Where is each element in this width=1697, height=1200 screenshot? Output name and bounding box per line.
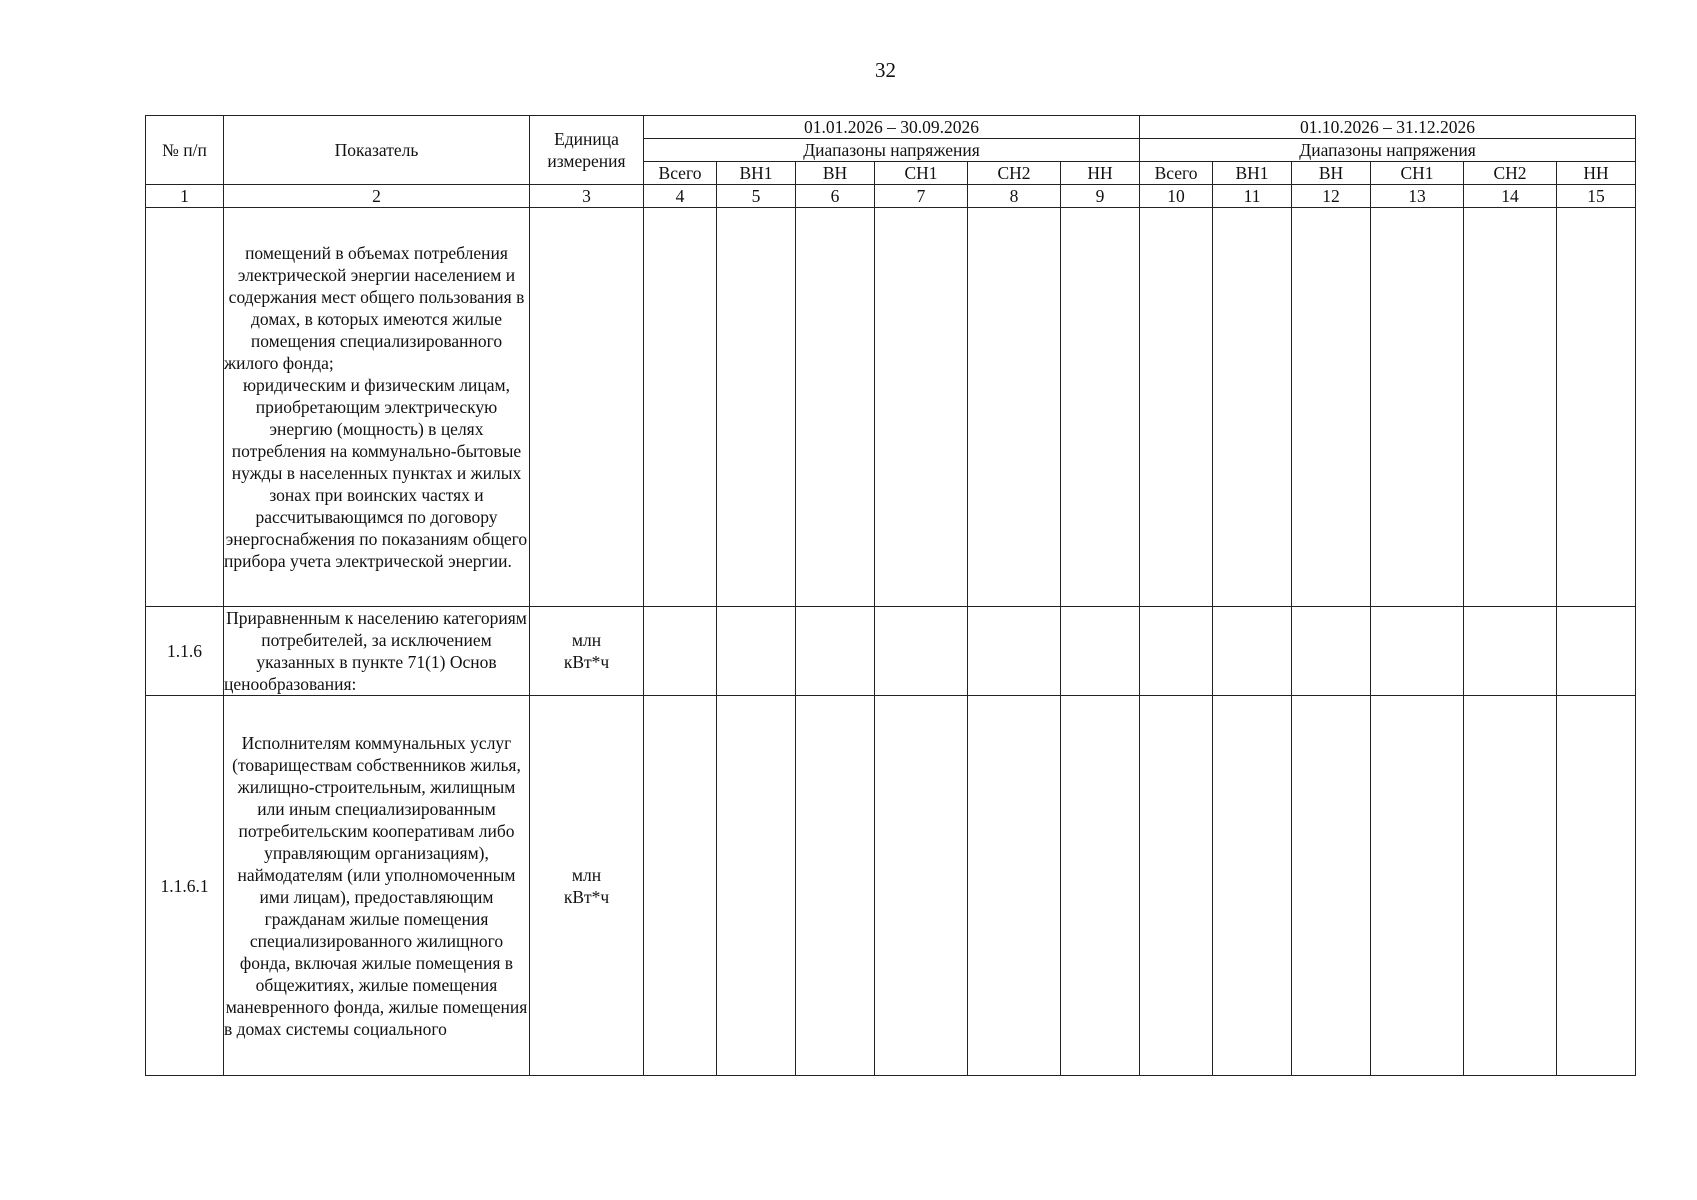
- header-range-vn: ВН: [1292, 162, 1371, 185]
- value-cell: [1371, 208, 1464, 607]
- value-cell: [644, 208, 717, 607]
- indicator-text: Исполнителям коммунальных услуг (товариществам собственников жилья, жилищно-строительным, жилищным или иным специализированным потребительским кооперативам либо управляющим организациям), наймодателям (или уполномоченным ими лицам), предоставляющим гражданам жилые помещения специализированного жилищного фонда, включая жилые помещения в общежитиях, жилые помещения маневренного фонда, жилые помещения в домах системы социального: [224, 732, 528, 1039]
- value-cell: [1292, 696, 1371, 1076]
- unit-cell: [530, 208, 644, 607]
- value-cell: [1213, 607, 1292, 696]
- header-period-2: 01.10.2026 – 31.12.2026: [1140, 116, 1636, 139]
- value-cell: [717, 607, 796, 696]
- tariff-table: [145, 115, 1636, 1076]
- value-cell: [1557, 607, 1636, 696]
- indicator-text: помещений в объемах потребления электрической энергии населением и содержания мест общего пользования в домах, в которых имеются жилые помещения специализированного жилого фонда;: [224, 243, 525, 373]
- page-number: 32: [875, 58, 896, 82]
- column-number: 4: [644, 185, 717, 208]
- value-cell: [1292, 208, 1371, 607]
- column-number: 15: [1557, 185, 1636, 208]
- row-number: 1.1.6.1: [146, 696, 224, 1076]
- value-cell: [1140, 696, 1213, 1076]
- value-cell: [717, 696, 796, 1076]
- unit-line1: млн: [571, 864, 602, 885]
- indicator-cell: [224, 696, 530, 1076]
- header-range-nn: НН: [1061, 162, 1140, 185]
- indicator-cell: [224, 607, 530, 696]
- column-number: 12: [1292, 185, 1371, 208]
- value-cell: [1061, 696, 1140, 1076]
- value-cell: [644, 607, 717, 696]
- column-number: 9: [1061, 185, 1140, 208]
- column-number-row: [146, 185, 1636, 208]
- header-col-unit: [530, 116, 644, 185]
- value-cell: [1464, 696, 1557, 1076]
- header-range-sn2: СН2: [1464, 162, 1557, 185]
- table-row: [146, 696, 1636, 1076]
- indicator-text: Приравненным к населению категориям потребителей, за исключением указанных в пункте 71(1) Основ ценообразования:: [224, 608, 527, 694]
- value-cell: [1140, 607, 1213, 696]
- column-number: 3: [530, 185, 644, 208]
- value-cell: [1464, 208, 1557, 607]
- column-number: 10: [1140, 185, 1213, 208]
- header-range-sn1: СН1: [875, 162, 968, 185]
- value-cell: [875, 696, 968, 1076]
- unit-cell: [530, 607, 644, 696]
- value-cell: [644, 696, 717, 1076]
- row-number: [146, 208, 224, 607]
- column-number: 7: [875, 185, 968, 208]
- value-cell: [1292, 607, 1371, 696]
- header-ranges-label-1: Диапазоны напряжения: [644, 139, 1140, 162]
- value-cell: [1557, 696, 1636, 1076]
- value-cell: [875, 208, 968, 607]
- header-range-nn: НН: [1557, 162, 1636, 185]
- column-number: 5: [717, 185, 796, 208]
- value-cell: [1061, 208, 1140, 607]
- unit-line1: млн: [571, 630, 602, 650]
- unit-cell: [530, 696, 644, 1076]
- value-cell: [1464, 607, 1557, 696]
- table-row: [146, 607, 1636, 696]
- header-range-vn1: ВН1: [717, 162, 796, 185]
- header-unit-line2: измерения: [547, 151, 626, 171]
- header-period-1: 01.01.2026 – 30.09.2026: [644, 116, 1140, 139]
- value-cell: [875, 607, 968, 696]
- value-cell: [1140, 208, 1213, 607]
- value-cell: [796, 607, 875, 696]
- header-ranges-label-2: Диапазоны напряжения: [1140, 139, 1636, 162]
- value-cell: [1213, 208, 1292, 607]
- column-number: 6: [796, 185, 875, 208]
- value-cell: [968, 607, 1061, 696]
- header-range-sn2: СН2: [968, 162, 1061, 185]
- row-number: 1.1.6: [146, 607, 224, 696]
- value-cell: [1371, 607, 1464, 696]
- unit-line2: кВт*ч: [563, 886, 610, 907]
- table-row: [146, 208, 1636, 607]
- indicator-cell: [224, 208, 530, 607]
- indicator-text: юридическим и физическим лицам, приобретающим электрическую энергию (мощность) в целях потребления на коммунально-бытовые нужды в населенных пунктах и жилых зонах при воинских частях и рассчитывающимся по договору энергоснабжения по показаниям общего прибора учета электрической энергии.: [224, 375, 528, 571]
- unit-line2: кВт*ч: [563, 652, 610, 672]
- header-range-total: Всего: [644, 162, 717, 185]
- column-number: 13: [1371, 185, 1464, 208]
- value-cell: [968, 208, 1061, 607]
- column-number: 1: [146, 185, 224, 208]
- value-cell: [1061, 607, 1140, 696]
- value-cell: [717, 208, 796, 607]
- value-cell: [796, 208, 875, 607]
- header-col-indicator: Показатель: [224, 116, 530, 185]
- header-range-sn1: СН1: [1371, 162, 1464, 185]
- header-row-periods: [146, 116, 1636, 139]
- column-number: 11: [1213, 185, 1292, 208]
- column-number: 14: [1464, 185, 1557, 208]
- header-col-num: № п/п: [146, 116, 224, 185]
- value-cell: [1371, 696, 1464, 1076]
- header-range-vn1: ВН1: [1213, 162, 1292, 185]
- value-cell: [1213, 696, 1292, 1076]
- value-cell: [796, 696, 875, 1076]
- header-range-vn: ВН: [796, 162, 875, 185]
- column-number: 2: [224, 185, 530, 208]
- header-unit-line1: Единица: [554, 129, 619, 149]
- column-number: 8: [968, 185, 1061, 208]
- value-cell: [1557, 208, 1636, 607]
- value-cell: [968, 696, 1061, 1076]
- header-range-total: Всего: [1140, 162, 1213, 185]
